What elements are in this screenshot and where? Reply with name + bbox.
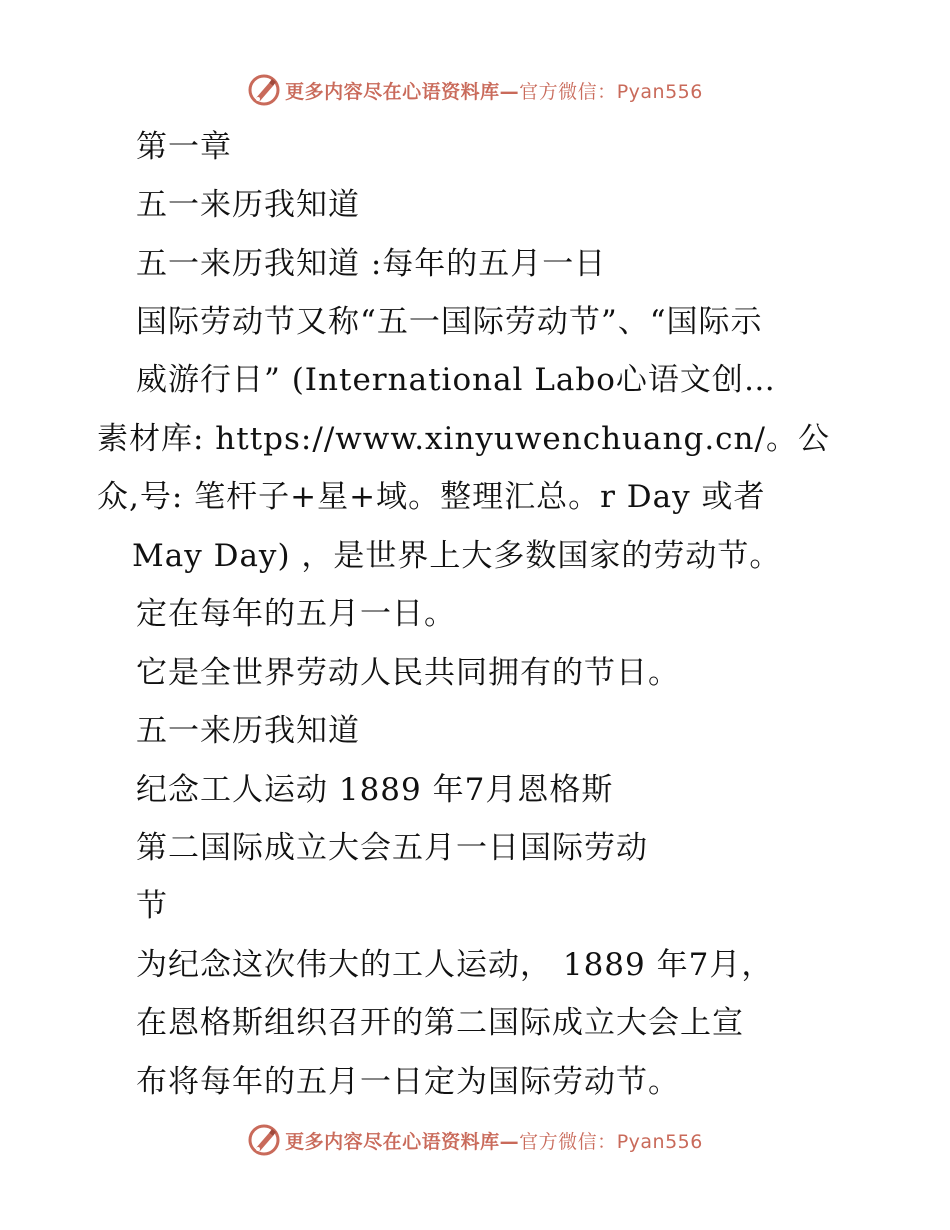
paragraph-line: 威游行日” (International Labo心语文创…	[136, 362, 776, 398]
paragraph-line: 众,号: 笔杆子+星+域。整理汇总。r Day 或者	[97, 479, 766, 515]
banner-title: 更多内容尽在心语资料库	[285, 80, 500, 103]
paragraph-line: 素材库: https://www.xinyuwenchuang.cn/。公	[97, 421, 830, 457]
paragraph-line: 布将每年的五月一日定为国际劳动节。	[136, 1064, 680, 1100]
section-title: 五一来历我知道	[136, 713, 360, 749]
paragraph-line: 它是全世界劳动人民共同拥有的节日。	[136, 655, 680, 691]
paragraph-line: 第二国际成立大会五月一日国际劳动	[136, 830, 648, 866]
footer-banner	[0, 1120, 950, 1160]
paragraph-line: May Day) ，是世界上大多数国家的劳动节。	[132, 538, 782, 574]
banner-separator: —	[499, 1130, 520, 1153]
banner-separator: —	[499, 80, 520, 103]
chapter-heading: 第一章	[136, 129, 232, 165]
paragraph-line: 国际劳动节又称“五一国际劳动节”、“国际示	[136, 304, 763, 340]
paragraph-line: 五一来历我知道 :每年的五月一日	[136, 246, 607, 282]
paragraph-line: 为纪念这次伟大的工人运动， 1889 年7月，	[136, 947, 774, 983]
banner-title: 更多内容尽在心语资料库	[285, 1130, 500, 1153]
banner-wechat-label: 官方微信：	[519, 80, 617, 103]
paragraph-line: 在恩格斯组织召开的第二国际成立大会上宣	[136, 1005, 744, 1041]
footer-banner-text	[285, 1127, 703, 1154]
paragraph-line: 纪念工人运动 1889 年7月恩格斯	[136, 772, 614, 808]
pen-logo-icon	[247, 1123, 281, 1157]
banner-wechat-label: 官方微信：	[519, 1130, 617, 1153]
paragraph-line: 定在每年的五月一日。	[136, 596, 456, 632]
banner-handle: Pyan556	[616, 80, 703, 103]
banner-handle: Pyan556	[616, 1130, 703, 1153]
paragraph-line: 节	[136, 888, 168, 924]
section-title: 五一来历我知道	[136, 187, 360, 223]
